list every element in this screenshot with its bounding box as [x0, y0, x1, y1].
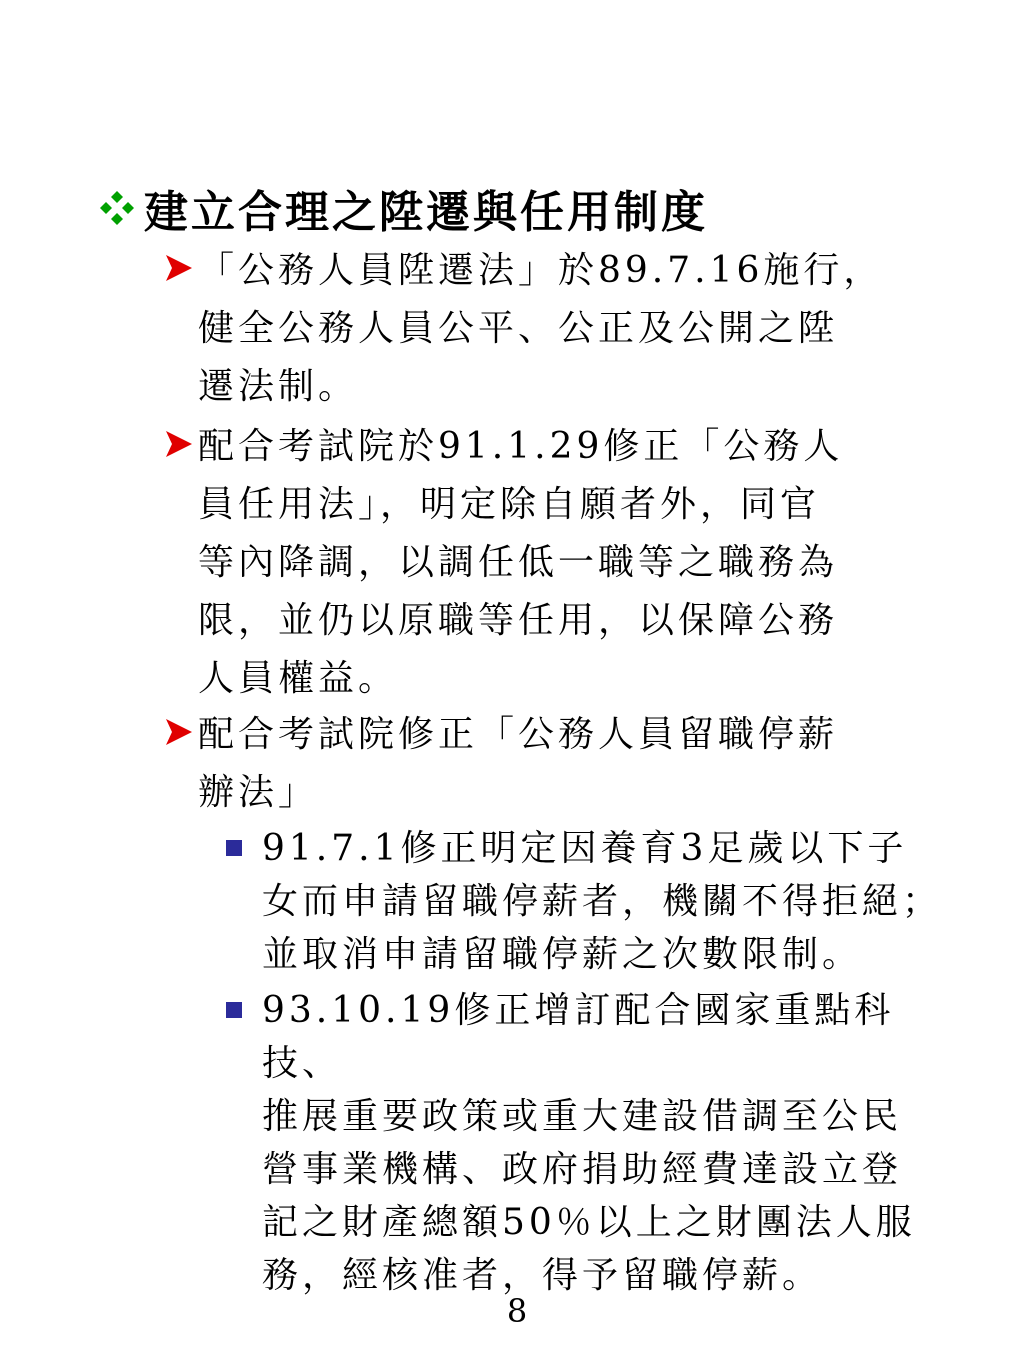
bullet-item-2 [162, 418, 962, 708]
sub-bullet-text-1: 91.7.1修正明定因養育3足歲以下子 女而申請留職停薪者，機關不得拒絕； 並取消申請留職停薪之次數限制。 [262, 828, 943, 975]
four-diamond-icon [96, 187, 138, 229]
section-heading [96, 176, 708, 240]
square-bullet-icon [226, 1002, 242, 1018]
sub-bullet-text-2: 93.10.19修正增訂配合國家重點科技、 推展重要政策或重大建設借調至公民 營事業機構、政府捐助經費達設立登 記之財產總額50％以上之財團法人服 務，經核准者，得予留職停薪。 [262, 990, 916, 1296]
bullet-text-1: 「公務人員陞遷法」於89.7.16施行， 健全公務人員公平、公正及公開之陞 遷法制。 [198, 250, 884, 407]
bullet-text-3: 配合考試院修正「公務人員留職停薪 辦法」 [198, 714, 839, 813]
arrow-right-icon [162, 252, 198, 284]
arrow-right-icon [162, 428, 198, 460]
sub-bullet-item-1 [226, 822, 986, 981]
heading-text: 建立合理之陞遷與任用制度 [144, 187, 708, 238]
bullet-item-3 [162, 706, 962, 822]
sub-bullet-item-2 [226, 984, 986, 1302]
square-bullet-icon [226, 840, 242, 856]
bullet-text-2: 配合考試院於91.1.29修正「公務人 員任用法」，明定除自願者外，同官 等內降調，以調任低一職等之職務為 限，並仍以原職等任用，以保障公務 人員權益。 [198, 426, 844, 699]
bullet-item-1 [162, 242, 962, 416]
arrow-right-icon [162, 716, 198, 748]
page-number: 8 [506, 1292, 528, 1330]
